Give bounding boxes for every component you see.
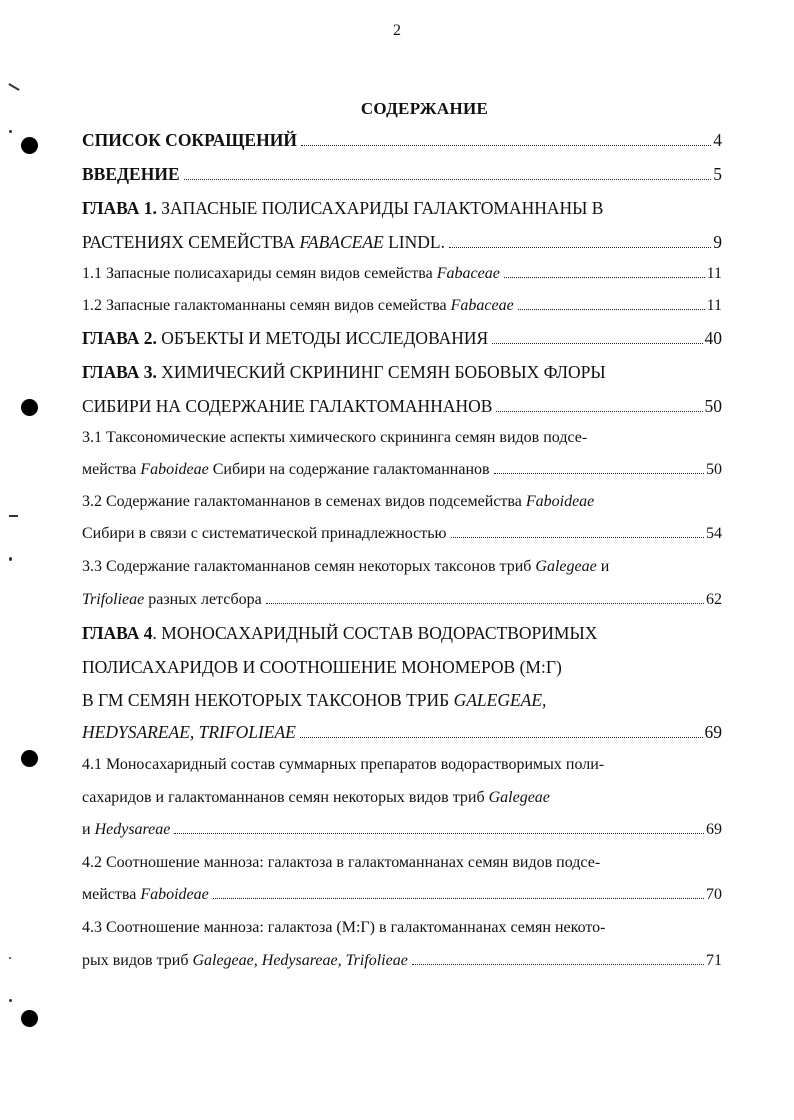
toc-page-number: 11 bbox=[706, 265, 722, 282]
toc-entry-label: СПИСОК СОКРАЩЕНИЙ bbox=[82, 130, 297, 150]
chapter-title: . МОНОСАХАРИДНЫЙ СОСТАВ ВОДОРАСТВОРИМЫХ bbox=[152, 623, 598, 643]
dot-leader bbox=[266, 603, 704, 604]
chapter-prefix: ГЛАВА 2. bbox=[82, 328, 157, 348]
section-title: 3.1 Таксономические аспекты химического скрининга семян видов подсе- bbox=[82, 429, 588, 446]
section-title-italic: Faboideae bbox=[140, 886, 209, 903]
section-title-cont: мейства bbox=[82, 461, 137, 478]
dot-leader bbox=[492, 343, 702, 344]
toc-section-3-3-line-1[interactable] bbox=[82, 558, 722, 576]
chapter-title: ХИМИЧЕСКИЙ СКРИНИНГ СЕМЯН БОБОВЫХ ФЛОРЫ bbox=[161, 362, 606, 382]
section-title: 3.3 Содержание галактоманнанов семян некоторых таксонов триб bbox=[82, 558, 532, 575]
scan-speck bbox=[9, 130, 12, 133]
chapter-title-italic: GALEGEAE, bbox=[453, 690, 547, 710]
chapter-title: ЗАПАСНЫЕ ПОЛИСАХАРИДЫ ГАЛАКТОМАННАНЫ В bbox=[161, 198, 604, 218]
toc-chapter-4-line-3[interactable] bbox=[82, 690, 722, 711]
toc-section-3-2-line-2[interactable] bbox=[82, 525, 722, 543]
section-title: 1.2 Запасные галактоманнаны семян видов семейства bbox=[82, 297, 447, 314]
chapter-title-italic: FABACEAE bbox=[299, 232, 384, 252]
chapter-title-tail: LINDL. bbox=[388, 232, 445, 252]
dot-leader bbox=[174, 833, 704, 834]
toc-page-number: 70 bbox=[706, 886, 722, 903]
toc-section-4-2-line-1[interactable] bbox=[82, 854, 722, 872]
binder-hole-mark bbox=[21, 399, 38, 416]
section-title-italic: Fabaceae bbox=[450, 297, 514, 314]
binder-hole-mark bbox=[21, 137, 38, 154]
dot-leader bbox=[184, 179, 712, 180]
toc-page-number: 71 bbox=[706, 952, 722, 969]
binder-hole-mark bbox=[21, 750, 38, 767]
page-number: 2 bbox=[393, 22, 401, 39]
toc-section-3-1-line-2[interactable] bbox=[82, 461, 722, 479]
dot-leader bbox=[301, 145, 711, 146]
chapter-title-cont: РАСТЕНИЯХ СЕМЕЙСТВА bbox=[82, 232, 296, 252]
toc-section-1-1[interactable] bbox=[82, 265, 722, 283]
section-title: 4.1 Моносахаридный состав суммарных препаратов водорастворимых поли- bbox=[82, 756, 605, 773]
chapter-title-cont: В ГМ СЕМЯН НЕКОТОРЫХ ТАКСОНОВ ТРИБ bbox=[82, 690, 450, 710]
section-title-tail: Сибири на содержание галактоманнанов bbox=[212, 461, 490, 478]
toc-page-number: 5 bbox=[713, 164, 722, 184]
dot-leader bbox=[518, 309, 705, 310]
toc-page-number: 9 bbox=[713, 232, 722, 252]
section-title-tail: и bbox=[600, 558, 610, 575]
toc-chapter-2[interactable] bbox=[82, 328, 722, 349]
dot-leader bbox=[412, 964, 704, 965]
chapter-title-italic: HEDYSAREAE, TRIFOLIEAE bbox=[82, 722, 296, 742]
toc-section-4-1-line-3[interactable] bbox=[82, 821, 722, 839]
toc-page-number: 50 bbox=[704, 396, 722, 416]
chapter-prefix: ГЛАВА 4 bbox=[82, 623, 153, 643]
scan-speck bbox=[9, 999, 12, 1002]
dot-leader bbox=[504, 277, 705, 278]
toc-section-4-3-line-2[interactable] bbox=[82, 952, 722, 970]
section-title-italic: Hedysareae bbox=[94, 821, 171, 838]
section-title-italic: Galegeae bbox=[488, 789, 550, 806]
toc-chapter-3-line-2[interactable] bbox=[82, 396, 722, 417]
dot-leader bbox=[496, 411, 702, 412]
toc-chapter-1-line-2[interactable] bbox=[82, 232, 722, 253]
toc-section-1-2[interactable] bbox=[82, 297, 722, 315]
scan-speck bbox=[8, 83, 19, 91]
dot-leader bbox=[213, 898, 704, 899]
toc-section-4-1-line-2[interactable] bbox=[82, 789, 722, 807]
dot-leader bbox=[300, 737, 703, 738]
toc-page-number: 54 bbox=[706, 525, 722, 542]
section-title-italic: Faboideae bbox=[525, 493, 595, 510]
section-title-italic: Trifolieae bbox=[82, 591, 145, 608]
scan-speck bbox=[9, 557, 12, 561]
toc-entry-label: ВВЕДЕНИЕ bbox=[82, 164, 180, 184]
section-title-cont: Сибири в связи с систематической принадлежностью bbox=[82, 525, 447, 542]
toc-chapter-4-line-4[interactable] bbox=[82, 722, 722, 743]
chapter-prefix: ГЛАВА 1. bbox=[82, 198, 157, 218]
toc-chapter-4-line-2[interactable] bbox=[82, 657, 722, 678]
toc-chapter-1-line-1[interactable] bbox=[82, 198, 722, 219]
toc-chapter-3-line-1[interactable] bbox=[82, 362, 722, 383]
section-title-cont: мейства bbox=[82, 886, 137, 903]
toc-section-3-3-line-2[interactable] bbox=[82, 591, 722, 609]
chapter-title-cont: ПОЛИСАХАРИДОВ И СООТНОШЕНИЕ МОНОМЕРОВ (М:Г) bbox=[82, 657, 562, 677]
toc-section-4-1-line-1[interactable] bbox=[82, 756, 722, 774]
toc-section-3-1-line-1[interactable] bbox=[82, 429, 722, 447]
section-title-cont: разных летсбора bbox=[148, 591, 262, 608]
toc-page-number: 40 bbox=[704, 328, 722, 348]
binder-hole-mark bbox=[21, 1010, 38, 1027]
toc-section-3-2-line-1[interactable] bbox=[82, 493, 722, 511]
section-title: 3.2 Содержание галактоманнанов в семенах видов подсемейства bbox=[82, 493, 522, 510]
section-title: 4.2 Соотношение манноза: галактоза в галактоманнанах семян видов подсе- bbox=[82, 854, 601, 871]
dot-leader bbox=[449, 247, 711, 248]
scan-speck bbox=[9, 515, 18, 517]
chapter-title-cont: СИБИРИ НА СОДЕРЖАНИЕ ГАЛАКТОМАННАНОВ bbox=[82, 396, 493, 416]
section-title-cont: рых видов триб bbox=[82, 952, 189, 969]
section-title-italic: Galegeae bbox=[535, 558, 597, 575]
toc-page-number: 69 bbox=[704, 722, 722, 742]
section-title-cont: и bbox=[82, 821, 91, 838]
toc-page-number: 69 bbox=[706, 821, 722, 838]
section-title-cont: сахаридов и галактоманнанов семян некоторых видов триб bbox=[82, 789, 485, 806]
dot-leader bbox=[494, 473, 704, 474]
section-title: 4.3 Соотношение манноза: галактоза (М:Г) в галактоманнанах семян некото- bbox=[82, 919, 606, 936]
section-title: 1.1 Запасные полисахариды семян видов семейства bbox=[82, 265, 433, 282]
toc-entry-abbreviations[interactable] bbox=[82, 130, 722, 151]
toc-page-number: 4 bbox=[713, 130, 722, 150]
toc-page-number: 11 bbox=[706, 297, 722, 314]
page-title: СОДЕРЖАНИЕ bbox=[360, 99, 489, 118]
toc-section-4-3-line-1[interactable] bbox=[82, 919, 722, 937]
toc-chapter-4-line-1[interactable] bbox=[82, 623, 722, 644]
section-title-italic: Galegeae, Hedysareae, Trifolieae bbox=[192, 952, 408, 969]
dot-leader bbox=[451, 537, 704, 538]
chapter-prefix: ГЛАВА 3. bbox=[82, 362, 157, 382]
chapter-title: ОБЪЕКТЫ И МЕТОДЫ ИССЛЕДОВАНИЯ bbox=[161, 328, 489, 348]
toc-page-number: 62 bbox=[706, 591, 722, 608]
toc-page-number: 50 bbox=[706, 461, 722, 478]
toc-entry-introduction[interactable] bbox=[82, 164, 722, 185]
toc-section-4-2-line-2[interactable] bbox=[82, 886, 722, 904]
section-title-italic: Faboideae bbox=[140, 461, 209, 478]
scan-speck bbox=[9, 957, 11, 959]
section-title-italic: Fabaceae bbox=[436, 265, 500, 282]
